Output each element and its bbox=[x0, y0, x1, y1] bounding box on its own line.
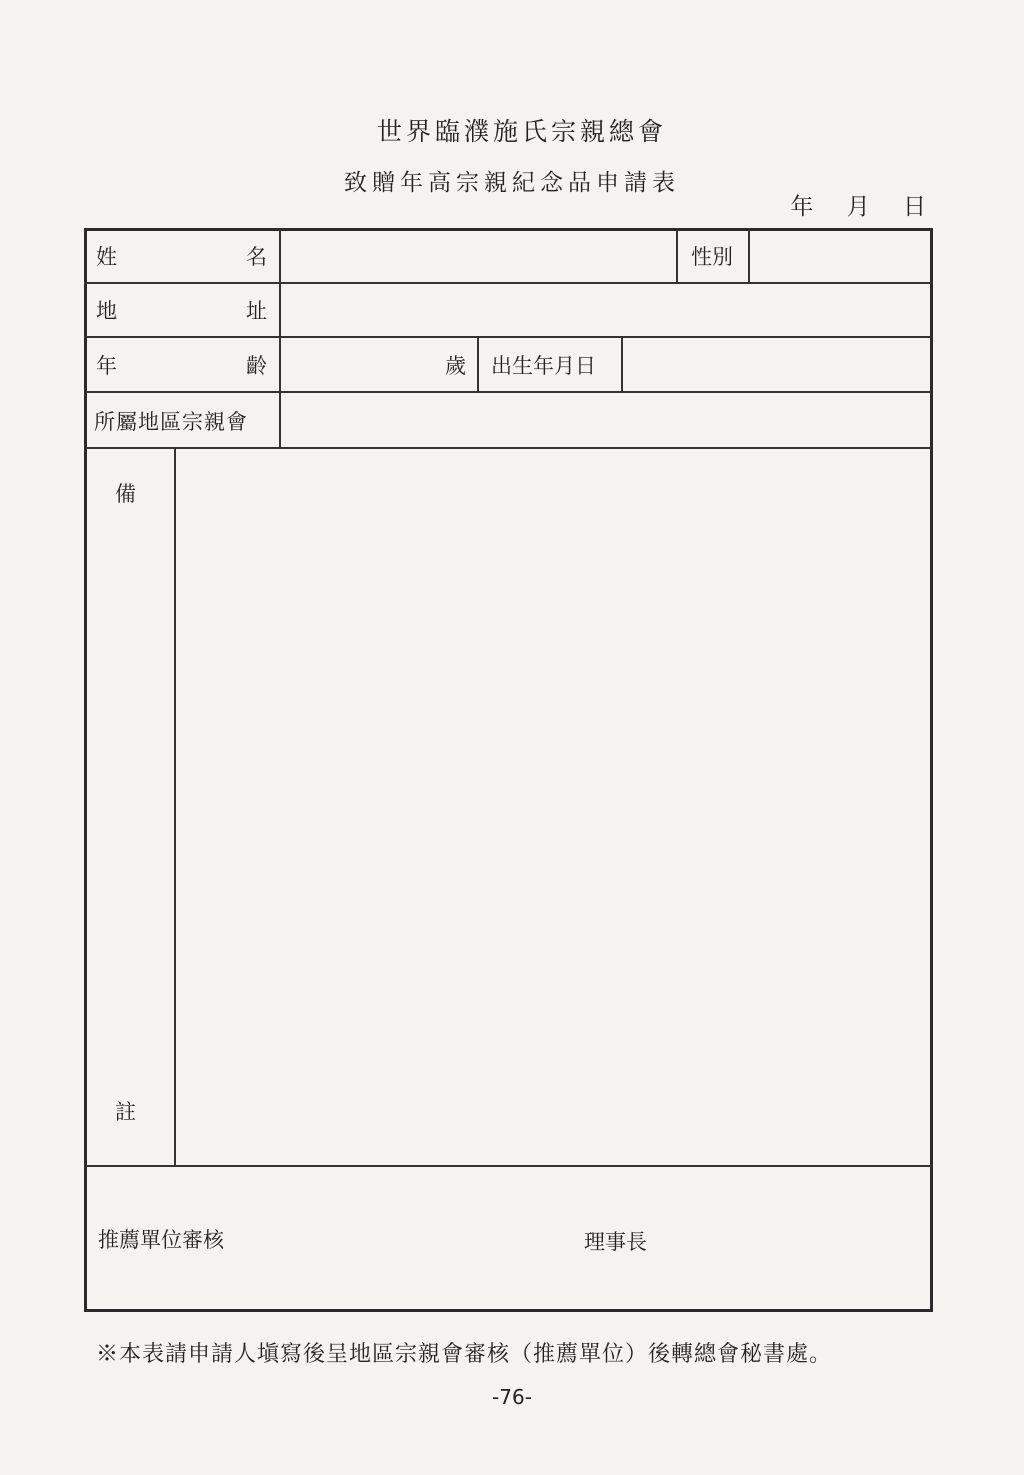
address-field[interactable] bbox=[281, 284, 930, 336]
age-label-left: 年 bbox=[96, 354, 117, 378]
address-label-right: 址 bbox=[246, 299, 267, 323]
birth-date-label: 出生年月日 bbox=[491, 354, 596, 378]
column-divider bbox=[477, 336, 479, 392]
association-label: 所屬地區宗親會 bbox=[94, 410, 248, 434]
form-title: 世界臨濮施氏宗親總會 bbox=[376, 117, 667, 146]
association-field[interactable] bbox=[281, 393, 930, 447]
name-label-right: 名 bbox=[246, 245, 267, 269]
row-divider bbox=[84, 1165, 933, 1167]
remarks-field[interactable] bbox=[176, 449, 930, 1165]
page-number: -76- bbox=[492, 1385, 532, 1409]
date-year: 年 bbox=[790, 194, 814, 220]
column-divider bbox=[676, 228, 678, 283]
remarks-label-top: 備 bbox=[115, 482, 136, 506]
name-label-left: 姓 bbox=[96, 245, 117, 269]
date-day: 日 bbox=[903, 194, 926, 220]
date-month: 月 bbox=[846, 194, 870, 220]
age-unit: 歲 bbox=[445, 354, 466, 378]
age-label-right: 齡 bbox=[246, 354, 267, 378]
remarks-label-bottom: 註 bbox=[115, 1100, 136, 1124]
age-field[interactable] bbox=[281, 338, 441, 391]
gender-field[interactable] bbox=[750, 230, 930, 282]
footnote: ※本表請申請人塡寫後呈地區宗親會審核（推薦單位）後轉總會秘書處。 bbox=[96, 1342, 833, 1367]
birth-date-field[interactable] bbox=[623, 338, 930, 391]
form-subtitle: 致贈年高宗親紀念品申請表 bbox=[344, 170, 680, 196]
review-label: 推薦單位審核 bbox=[98, 1228, 224, 1252]
gender-label: 性別 bbox=[691, 245, 733, 269]
date-line bbox=[790, 188, 926, 221]
name-field[interactable] bbox=[281, 230, 676, 282]
chairman-label: 理事長 bbox=[584, 1230, 647, 1254]
address-label-left: 地 bbox=[96, 299, 117, 323]
